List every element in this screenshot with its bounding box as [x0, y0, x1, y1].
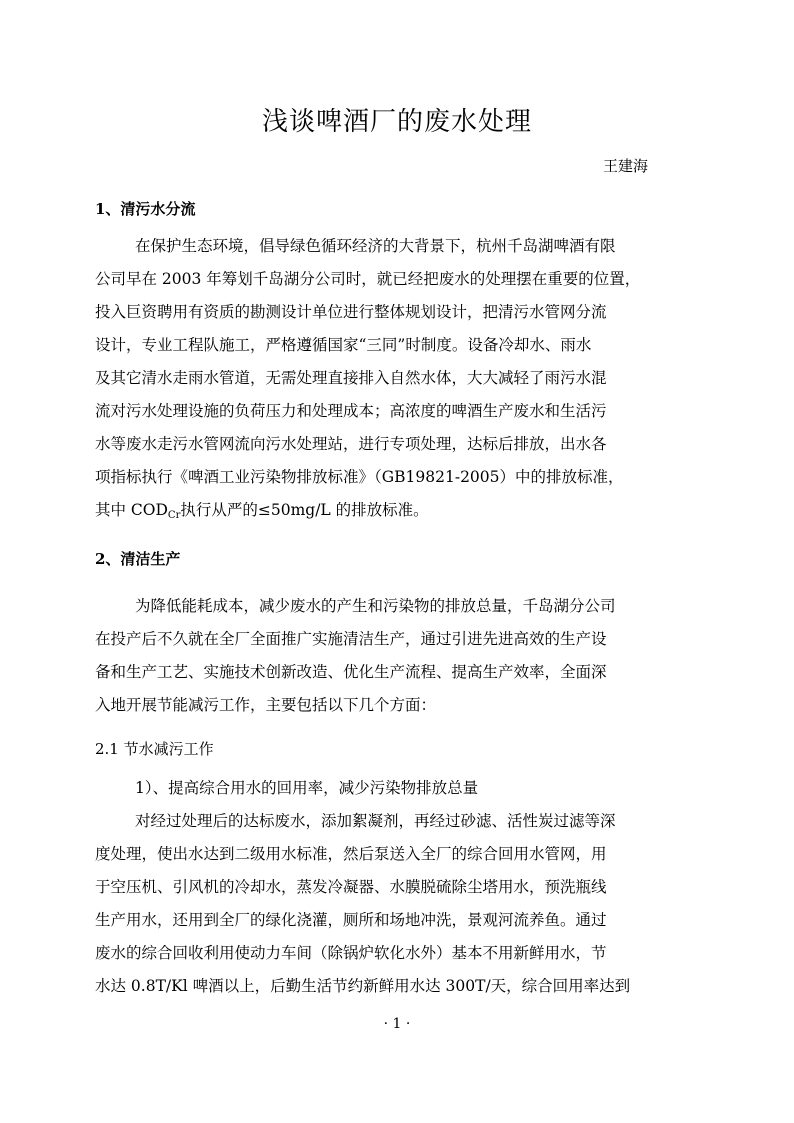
paragraph-line: 水达 0.8T/Kl 啤酒以上，后勤生活节约新鲜用水达 300T/天，综合回用率达到 — [95, 977, 631, 995]
paragraph-line: 在保护生态环境，倡导绿色循环经济的大背景下，杭州千岛湖啤酒有限 — [135, 237, 616, 255]
paragraph-line: 设计，专业工程队施工，严格遵循国家“三同”时制度。设备冷却水、雨水 — [95, 336, 592, 354]
text-fragment: 执行从严的≤50mg/L 的排放标准。 — [180, 501, 429, 519]
paragraph-line: 项指标执行《啤酒工业污染物排放标准》（GB19821-2005）中的排放标准， — [95, 468, 624, 486]
section-2-heading: 2、清洁生产 — [95, 550, 181, 568]
document-title: 浅谈啤酒厂的废水处理 — [261, 107, 532, 137]
paragraph-line: 公司早在 2003 年筹划千岛湖分公司时，就已经把废水的处理摆在重要的位置， — [95, 270, 641, 288]
paragraph-line-last — [95, 494, 695, 532]
paragraph-line: 入地开展节能减污工作，主要包括以下几个方面： — [95, 696, 437, 714]
paragraph-line: 水等废水走污水管网流向污水处理站，进行专项处理，达标后排放，出水各 — [95, 435, 607, 453]
paragraph-line: 度处理，使出水达到二级用水标准，然后泵送入全厂的综合回用水管网，用 — [95, 845, 607, 863]
paragraph-line: 对经过处理后的达标废水，添加絮凝剂，再经过砂滤、活性炭过滤等深 — [135, 812, 616, 830]
text-fragment: 其中 COD — [95, 501, 168, 519]
paragraph-line: 在投产后不久就在全厂全面推广实施清洁生产，通过引进先进高效的生产设 — [95, 630, 607, 648]
section-2-paragraph — [95, 590, 695, 722]
paragraph-line: 备和生产工艺、实施技术创新改造、优化生产流程、提高生产效率，全面深 — [95, 663, 607, 681]
subscript-cr: Cr — [167, 510, 181, 521]
list-item-1: 1）、提高综合用水的回用率，减少污染物排放总量 — [135, 779, 479, 797]
paragraph-line: 废水的综合回收利用使动力车间（除锅炉软化水外）基本不用新鲜用水，节 — [95, 944, 607, 962]
paragraph-line: 流对污水处理设施的负荷压力和处理成本；高浓度的啤酒生产废水和生活污 — [95, 402, 607, 420]
paragraph-line: 投入巨资聘用有资质的勘测设计单位进行整体规划设计，把清污水管网分流 — [95, 303, 607, 321]
paragraph-line: 生产用水，还用到全厂的绿化浇灌，厕所和场地冲洗，景观河流养鱼。通过 — [95, 911, 607, 929]
section-2-1-heading: 2.1 节水减污工作 — [95, 740, 214, 758]
paragraph-line: 及其它清水走雨水管道，无需处理直接排入自然水体，大大减轻了雨污水混 — [95, 369, 607, 387]
paragraph-line: 于空压机、引风机的冷却水，蒸发冷凝器、水膜脱硫除尘塔用水，预洗瓶线 — [95, 878, 607, 896]
section-1-heading: 1、清污水分流 — [95, 200, 196, 218]
section-1-paragraph — [95, 230, 695, 532]
author-name: 王建海 — [602, 157, 648, 175]
section-2-1-paragraph — [95, 805, 695, 1003]
page-number: · 1 · — [383, 1016, 411, 1032]
paragraph-line: 为降低能耗成本，减少废水的产生和污染物的排放总量，千岛湖分公司 — [135, 597, 616, 615]
